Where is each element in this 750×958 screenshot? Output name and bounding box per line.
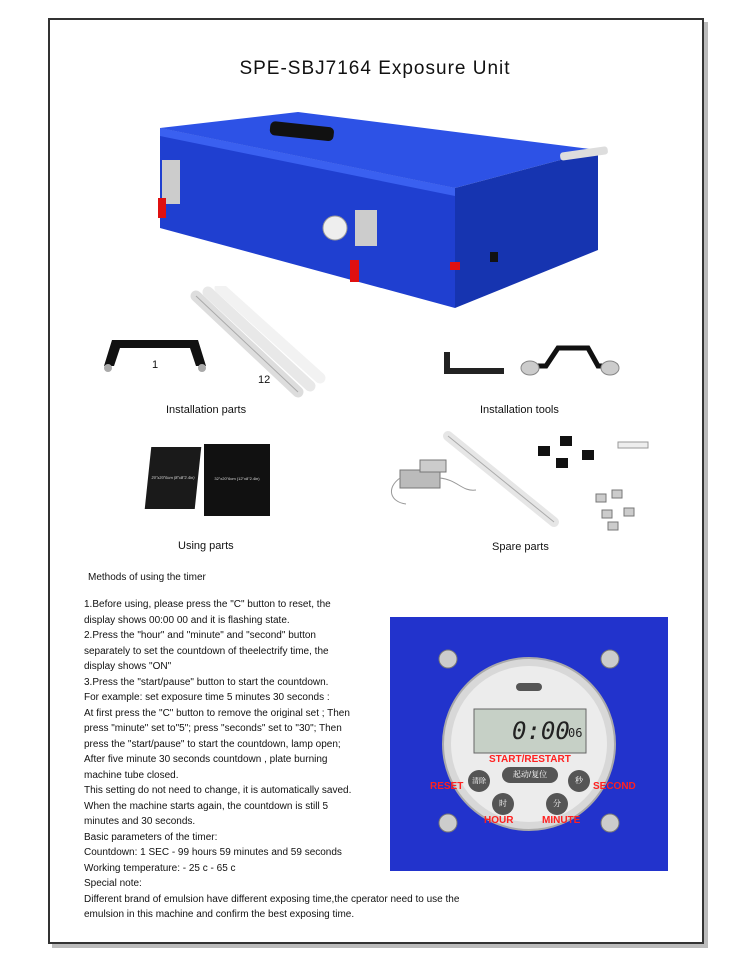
tubes-qty: 12	[258, 374, 271, 386]
large-mat	[204, 444, 270, 516]
instruction-line: At first press the "C" button to remove the original set ; Then	[84, 708, 350, 719]
instruction-line: 1.Before using, please press the "C" button to reset, the	[84, 599, 331, 610]
small-mat-label: 20"x20"6cm (8"x8"2.4in)	[151, 475, 195, 480]
handle-qty: 1	[152, 359, 159, 371]
instruction-line: 2.Press the "hour" and "minute" and "second" button	[84, 630, 316, 641]
timer-photo	[390, 617, 668, 871]
instruction-line: separately to set the countdown of theelectrify time, the	[84, 646, 329, 657]
tubes-image	[186, 286, 328, 402]
start-restart-button[interactable]: 起动/复位	[512, 770, 548, 779]
instruction-line: Special note:	[84, 878, 142, 889]
instruction-line: For example: set exposure time 5 minutes 30 seconds :	[84, 692, 330, 703]
timer-display-small: 06	[568, 726, 583, 740]
instruction-line: press "minute" set to"5"; press "seconds" set to "30"; Then	[84, 723, 342, 734]
installation-parts-caption: Installation parts	[166, 404, 247, 416]
large-mat-label: 32"x20"6cm (12"x8"2.4in)	[214, 476, 260, 481]
small-mat	[145, 447, 202, 509]
instruction-line: press the "start/pause" to start the countdown, lamp open;	[84, 739, 341, 750]
spare-parts-image	[386, 418, 658, 536]
using-parts-caption: Using parts	[178, 540, 234, 552]
instruction-line: emulsion in this machine and confirm the best exposing time.	[84, 909, 355, 920]
instruction-line: Basic parameters of the timer:	[84, 832, 218, 843]
instruction-line: display shows 00:00 00 and it is flashing state.	[84, 615, 290, 626]
hex-key-image	[440, 350, 510, 376]
installation-tools-caption: Installation tools	[480, 404, 559, 416]
bracket-tool-image	[518, 342, 622, 378]
page-title: SPE-SBJ7164 Exposure Unit	[239, 58, 511, 79]
instruction-line: Countdown: 1 SEC - 99 hours 59 minutes and 59 seconds	[84, 847, 342, 858]
spare-parts-caption: Spare parts	[492, 541, 549, 553]
instruction-line: Different brand of emulsion have different exposing time,the cperator need to use the	[84, 894, 460, 905]
minute-button[interactable]: 分	[553, 799, 561, 808]
reset-button[interactable]: 清除	[472, 778, 486, 785]
instructions-heading: Methods of using the timer	[88, 572, 206, 583]
instruction-line: After five minute 30 seconds countdown , plate burning	[84, 754, 328, 765]
minute-label: MINUTE	[542, 815, 581, 826]
instruction-line: minutes and 30 seconds.	[84, 816, 196, 827]
instruction-line: Working temperature: - 25 c - 65 c	[84, 863, 236, 874]
second-button[interactable]: 秒	[575, 776, 583, 785]
instruction-line: When the machine starts again, the countdown is still 5	[84, 801, 329, 812]
second-label: SECOND	[593, 781, 636, 792]
instruction-line: This setting do not need to change, it is automatically saved.	[84, 785, 352, 796]
instruction-line: machine tube closed.	[84, 770, 179, 781]
reset-label: RESET	[430, 781, 464, 792]
hour-button[interactable]: 时	[499, 799, 507, 808]
instruction-line: display shows "ON"	[84, 661, 172, 672]
start-restart-label: START/RESTART	[489, 754, 571, 765]
instruction-line: 3.Press the "start/pause" button to start the countdown.	[84, 677, 329, 688]
exposure-unit-image	[150, 110, 610, 315]
hour-label: HOUR	[484, 815, 514, 826]
timer-display-main: 0:00	[512, 717, 570, 745]
